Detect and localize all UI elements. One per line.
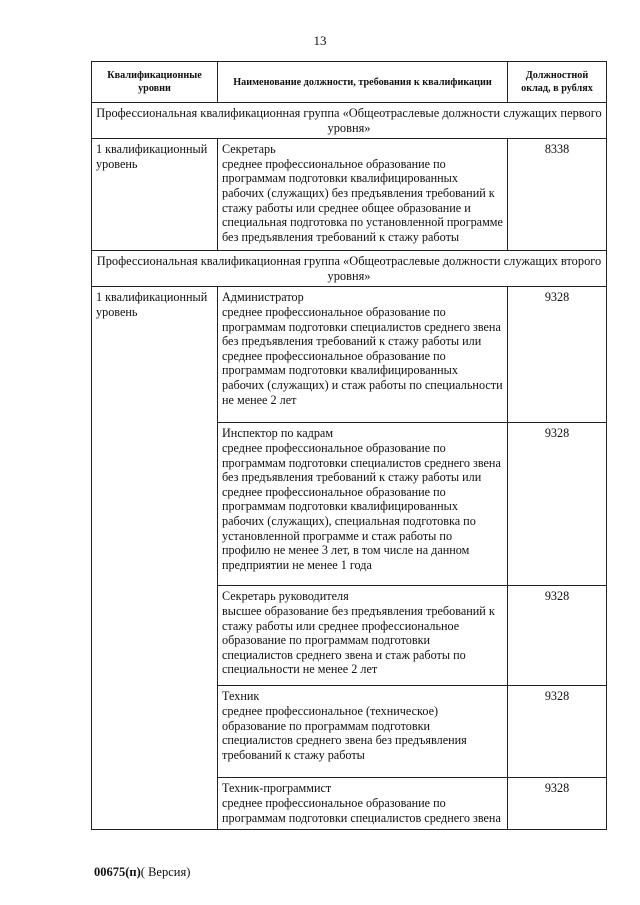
salary-value: 9328	[508, 287, 607, 423]
position-name: Администратор	[222, 290, 304, 305]
group-row	[92, 103, 607, 139]
position-requirements: среднее профессиональное (техническое) образование по программам подготовки специалистов среднего звена без предъявления требований к стажу работы	[222, 703, 467, 762]
position-cell	[218, 778, 508, 830]
table-row	[92, 139, 607, 251]
table-row	[92, 287, 607, 423]
position-cell	[218, 139, 508, 251]
qualification-table	[91, 61, 607, 830]
position-requirements: среднее профессиональное образование по программам подготовки специалистов среднего звена без предъявления требований к стажу работы или среднее профессиональное образование по программам подготовки квалифицированных рабочих (служащих) и стаж работы по специальности не менее 2 лет	[222, 304, 503, 407]
group-title: Профессиональная квалификационная группа «Общеотраслевые должности служащих первого уровня»	[92, 103, 607, 139]
position-requirements: среднее профессиональное образование по программам подготовки квалифицированных рабочих (служащих) без предъявления требований к стажу работы или среднее общее образование и специальная подготовка по установленной программе без предъявления требований к стажу работы	[222, 156, 503, 244]
document-code: 00675(п)	[94, 865, 141, 879]
salary-value: 8338	[508, 139, 607, 251]
position-name: Инспектор по кадрам	[222, 426, 334, 441]
position-cell	[218, 287, 508, 423]
header-position: Наименование должности, требования к квалификации	[218, 62, 508, 103]
position-cell	[218, 686, 508, 778]
position-name: Секретарь руководителя	[222, 589, 349, 604]
document-version: ( Версия)	[140, 865, 191, 879]
salary-value: 9328	[508, 586, 607, 686]
position-name: Секретарь	[222, 142, 276, 157]
salary-value: 9328	[508, 686, 607, 778]
salary-value: 9328	[508, 778, 607, 830]
position-requirements: среднее профессиональное образование по программам подготовки специалистов среднего звена	[222, 795, 501, 825]
qualification-level: 1 квалификационный уровень	[92, 287, 218, 830]
position-name: Техник-программист	[222, 781, 332, 796]
position-requirements: среднее профессиональное образование по программам подготовки специалистов среднего звена без предъявления требований к стажу работы или среднее профессиональное образование по программам подготовки квалифицированных рабочих (служащих), специальная подготовка по установленной программе и стаж работы по профилю не менее 3 лет, в том числе на данном предприятии не менее 1 года	[222, 440, 501, 572]
position-name: Техник	[222, 689, 260, 704]
salary-value: 9328	[508, 423, 607, 586]
qualification-level: 1 квалификационный уровень	[92, 139, 218, 251]
table-header-row	[92, 62, 607, 103]
document-footer	[94, 865, 190, 880]
header-level: Квалификационные уровни	[92, 62, 218, 103]
position-requirements: высшее образование без предъявления требований к стажу работы или среднее профессиональное образование по программам подготовки специалистов среднего звена и стаж работы по специальности не менее 2 лет	[222, 603, 495, 677]
page-number: 13	[313, 33, 327, 48]
group-row	[92, 251, 607, 287]
header-salary: Должностной оклад, в рублях	[508, 62, 607, 103]
group-title: Профессиональная квалификационная группа «Общеотраслевые должности служащих второго уровня»	[92, 251, 607, 287]
position-cell	[218, 423, 508, 586]
position-cell	[218, 586, 508, 686]
